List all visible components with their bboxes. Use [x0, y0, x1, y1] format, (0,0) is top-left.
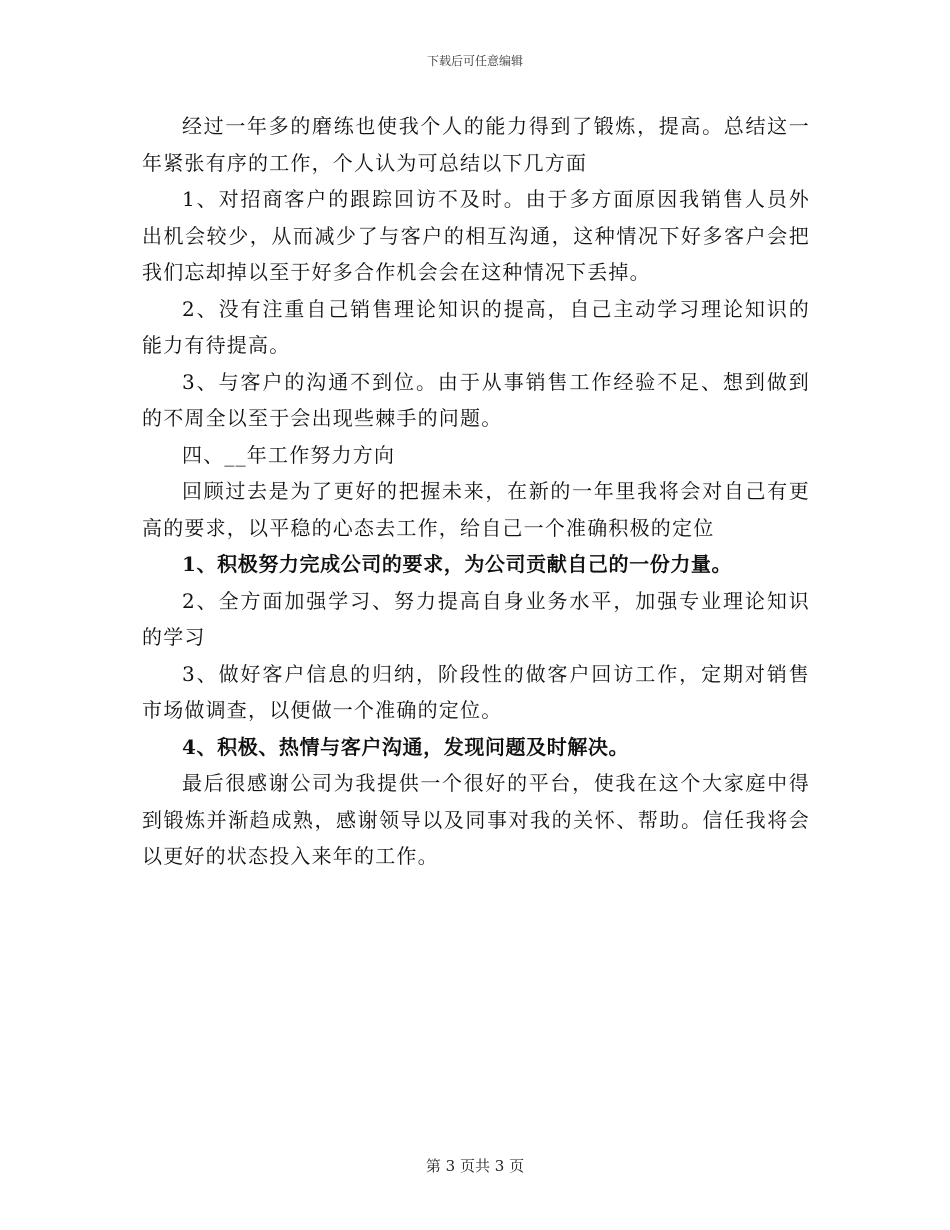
page-header-note: 下载后可任意编辑	[426, 54, 523, 68]
paragraph-goal-1: 1、积极努力完成公司的要求，为公司贡献自己的一份力量。	[182, 552, 733, 576]
paragraph-issue-1: 1、对招商客户的跟踪回访不及时。由于多方面原因我销售人员外出机会较少，从而减少了与客户的相互沟通，这种情况下好多客户会把我们忘却掉以至于好多合作机会会在这种情况下丢掉。	[142, 187, 810, 284]
paragraph-closing: 最后很感谢公司为我提供一个很好的平台，使我在这个大家庭中得到锻炼并渐趋成熟，感谢领导以及同事对我的关怀、帮助。信任我将会以更好的状态投入来年的工作。	[142, 771, 810, 868]
paragraph-issue-3: 3、与客户的沟通不到位。由于从事销售工作经验不足、想到做到的不周全以至于会出现些棘手的问题。	[142, 369, 810, 430]
paragraph-issue-2: 2、没有注重自己销售理论知识的提高，自己主动学习理论知识的能力有待提高。	[142, 296, 810, 357]
paragraph-goal-2: 2、全方面加强学习、努力提高自身业务水平，加强专业理论知识的学习	[142, 588, 810, 649]
paragraph-summary-intro: 经过一年多的磨练也使我个人的能力得到了锻炼，提高。总结这一年紧张有序的工作，个人认为可总结以下几方面	[142, 114, 810, 175]
document-body	[142, 108, 810, 875]
paragraph-direction-intro: 回顾过去是为了更好的把握未来，在新的一年里我将会对自己有更高的要求，以平稳的心态去工作，给自己一个准确积极的定位	[142, 479, 810, 540]
paragraph-goal-3: 3、做好客户信息的归纳，阶段性的做客户回访工作，定期对销售市场做调查，以便做一个准确的定位。	[142, 661, 810, 722]
paragraph-goal-4: 4、积极、热情与客户沟通，发现问题及时解决。	[182, 734, 630, 759]
section-heading-direction: 四、__年工作努力方向	[182, 442, 396, 467]
page-number: 第 3 页共 3 页	[425, 1157, 525, 1175]
